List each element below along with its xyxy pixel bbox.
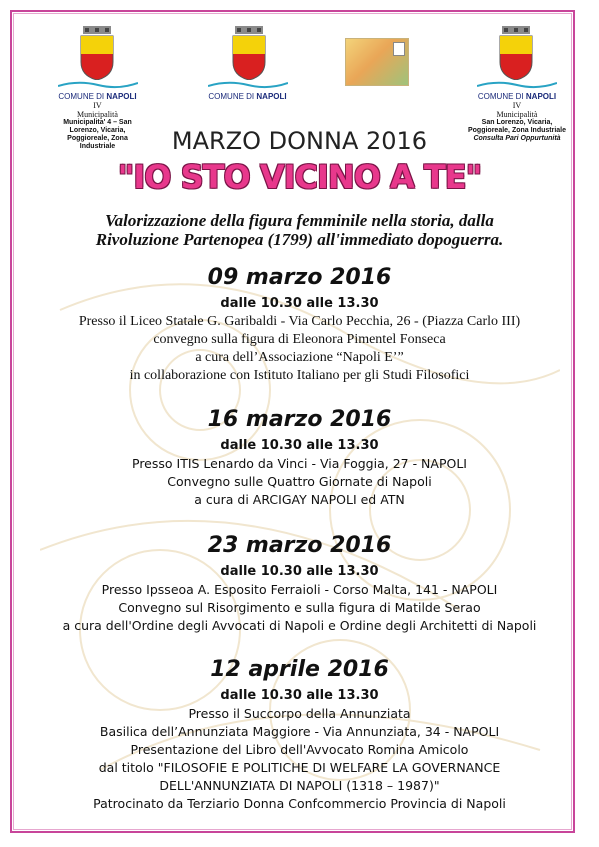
subtitle-line-1: Valorizzazione della figura femminile nella storia, dalla	[105, 211, 494, 230]
event-line: dal titolo "FILOSOFIE E POLITICHE DI WELFARE LA GOVERNANCE	[98, 760, 501, 775]
left-muni-area-2: Poggioreale, Zona Industriale	[67, 135, 128, 150]
subtitle-line-2: Rivoluzione Partenopea (1799) all'immediato dopoguerra.	[95, 230, 504, 249]
event-date: 23 marzo 2016	[207, 533, 392, 558]
right-logo-name: COMUNE DI NAPOLI	[477, 92, 557, 101]
event-poster-image	[345, 38, 409, 86]
wave-icon	[58, 80, 138, 90]
napoli-crest-icon	[79, 26, 115, 80]
event-time: dalle 10.30 alle 13.30	[220, 438, 379, 453]
event-line: Presso ITIS Lenardo da Vinci - Via Foggia, 27 - NAPOLI	[132, 456, 467, 471]
poster-tag-icon	[393, 42, 405, 56]
right-consulta: Consulta Pari Oppurtunità	[473, 135, 561, 142]
event-date: 16 marzo 2016	[207, 407, 392, 432]
left-muni-label: Municipalità	[77, 110, 118, 119]
event-line: in collaborazione con Istituto Italiano per gli Studi Filosofici	[129, 368, 470, 383]
right-muni-label: Municipalità	[496, 110, 538, 119]
event-line: a cura di ARCIGAY NAPOLI ed ATN	[194, 492, 405, 507]
right-muni-num: IV	[512, 101, 522, 110]
event-line: Presentazione del Libro dell'Avvocato Romina Amicolo	[130, 742, 469, 757]
event-line: Presso il Liceo Statale G. Garibaldi - Via Carlo Pecchia, 26 - (Piazza Carlo III)	[78, 314, 521, 329]
event-line: a cura dell'Ordine degli Avvocati di Napoli e Ordine degli Architetti di Napoli	[62, 618, 537, 633]
wave-icon	[208, 80, 288, 90]
napoli-crest-icon	[498, 26, 534, 80]
slogan: "IO STO VICINO A TE"	[117, 158, 482, 196]
center-logo-block	[200, 80, 295, 101]
event-block	[0, 407, 599, 509]
event-line: Convegno sul Risorgimento e sulla figura di Matilde Serao	[118, 600, 481, 615]
left-muni-area-1: Municipalita' 4 – San Lorenzo, Vicaria,	[63, 119, 132, 134]
event-block	[0, 657, 599, 813]
event-line: a cura dell’Associazione “Napoli E’”	[195, 350, 404, 365]
right-muni-area-1: San Lorenzo, Vicaria,	[481, 119, 553, 126]
wave-icon	[477, 80, 557, 90]
left-muni-num: IV	[93, 101, 102, 110]
event-block	[0, 533, 599, 635]
napoli-crest-icon	[231, 26, 267, 80]
center-logo-name: COMUNE DI NAPOLI	[208, 92, 287, 101]
left-logo-name: COMUNE DI NAPOLI	[58, 92, 137, 101]
event-date: 12 aprile 2016	[210, 657, 389, 682]
event-time: dalle 10.30 alle 13.30	[220, 564, 379, 579]
event-line: Basilica dell’Annunziata Maggiore - Via Annunziata, 34 - NAPOLI	[99, 724, 500, 739]
event-line: Convegno sulle Quattro Giornate di Napoli	[167, 474, 432, 489]
subtitle	[0, 211, 599, 249]
page-title: MARZO DONNA 2016	[171, 127, 428, 155]
right-muni-area-2: Poggioreale, Zona Industriale	[467, 127, 567, 134]
event-time: dalle 10.30 alle 13.30	[220, 296, 379, 311]
event-line: Presso il Succorpo della Annunziata	[188, 706, 411, 721]
event-line: Patrocinato da Terziario Donna Confcommercio Provincia di Napoli	[93, 796, 506, 811]
event-line: convegno sulla figura di Eleonora Pimentel Fonseca	[153, 332, 446, 347]
event-line: Presso Ipsseoa A. Esposito Ferraioli - Corso Malta, 141 - NAPOLI	[101, 582, 498, 597]
event-time: dalle 10.30 alle 13.30	[220, 688, 379, 703]
event-block	[0, 265, 599, 385]
event-line: DELL'ANNUNZIATA DI NAPOLI (1318 – 1987)"	[159, 778, 440, 793]
event-date: 09 marzo 2016	[207, 265, 392, 290]
